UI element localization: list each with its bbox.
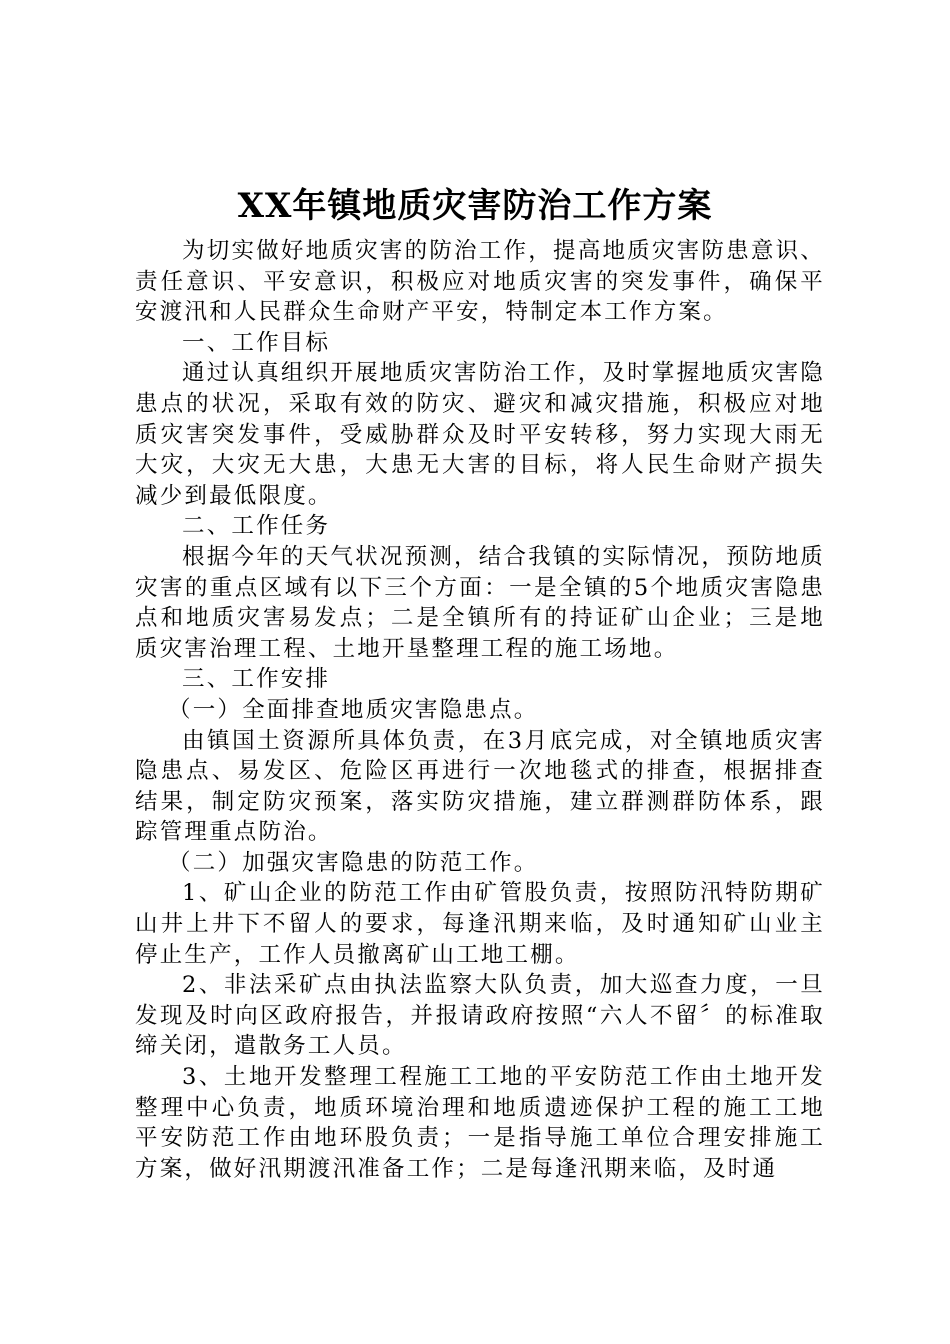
intro-paragraph: 为切实做好地质灾害的防治工作，提高地质灾害防患意识、责任意识、平安意识，积极应对地质灾害的突发事件，确保平安渡汛和人民群众生命财产平安，特制定本工作方案。 <box>135 238 825 326</box>
subsection-heading-prevention: （二）加强灾害隐患的防范工作。 <box>168 849 539 876</box>
section-heading-arrangements: 三、工作安排 <box>182 666 331 693</box>
prevention-item-2: 2、非法采矿点由执法监察大队负责，加大巡查力度，一旦发现及时向区政府报告，并报请政府按照“六人不留〞的标准取缔关闭，遣散务工人员。 <box>135 972 825 1060</box>
tasks-paragraph: 根据今年的天气状况预测，结合我镇的实际情况，预防地质灾害的重点区域有以下三个方面：一是全镇的5个地质灾害隐患点和地质灾害易发点；二是全镇所有的持证矿山企业；三是地质灾害治理工程、土地开垦整理工程的施工场地。 <box>135 543 825 662</box>
document-body <box>135 236 825 1184</box>
prevention-item-3: 3、土地开发整理工程施工工地的平安防范工作由土地开发整理中心负责，地质环境治理和地质遗迹保护工程的施工工地平安防范工作由地环股负责；一是指导施工单位合理安排施工方案，做好汛期渡汛准备工作；二是每逢汛期来临，及时通 <box>135 1064 825 1182</box>
goals-paragraph: 通过认真组织开展地质灾害防治工作，及时掌握地质灾害隐患点的状况，采取有效的防灾、避灾和减灾措施，积极应对地质灾害突发事件，受威胁群众及时平安转移，努力实现大雨无大灾，大灾无大患，大患无大害的目标，将人民生命财产损失减少到最低限度。 <box>135 360 825 509</box>
section-heading-goals: 一、工作目标 <box>182 329 331 356</box>
prevention-item-1: 1、矿山企业的防范工作由矿管股负责，按照防汛特防期矿山井上井下不留人的要求，每逢汛期来临，及时通知矿山业主停止生产，工作人员撤离矿山工地工棚。 <box>135 880 825 968</box>
inspection-paragraph: 由镇国土资源所具体负责，在3月底完成，对全镇地质灾害隐患点、易发区、危险区再进行一次地毯式的排查，根据排查结果，制定防灾预案，落实防灾措施，建立群测群防体系，跟踪管理重点防治。 <box>135 727 825 846</box>
document-title: XX年镇地质灾害防治工作方案 <box>237 186 713 226</box>
section-heading-tasks: 二、工作任务 <box>182 513 331 540</box>
subsection-heading-inspection: （一）全面排查地质灾害隐患点。 <box>168 696 539 723</box>
